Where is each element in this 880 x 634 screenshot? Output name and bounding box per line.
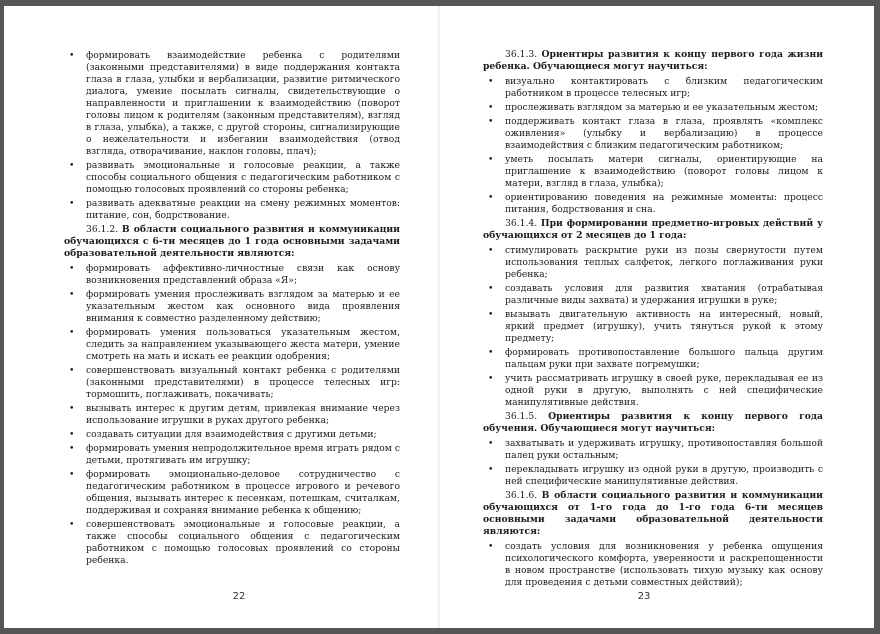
task-list (483, 245, 823, 409)
section-paragraph (483, 218, 823, 242)
list-item (483, 464, 823, 488)
list-item-text: развивать адекватные реакции на смену режимных моментов: питание, сон, бодрствование. (86, 198, 400, 221)
bullet-icon: • (69, 289, 75, 300)
bullet-icon: • (488, 438, 494, 449)
list-item-text: вызывать интерес к другим детям, привлекая внимание через использование игрушки в руках другого ребенка; (86, 403, 400, 426)
task-list (483, 541, 823, 589)
list-item-text: создавать условия для развития хватания (отрабатывая различные виды захвата) и удержания игрушки в руке; (505, 283, 823, 306)
list-item (64, 160, 400, 196)
list-item-text: формировать умения пользоваться указательным жестом, следить за направлением указывающего жеста матери, умение смотреть на мать и искать ее реакции одобрения; (86, 327, 400, 362)
list-item (64, 365, 400, 401)
bullet-icon: • (488, 245, 494, 256)
list-item (64, 50, 400, 158)
bullet-icon: • (69, 263, 75, 274)
section-heading: В области социального развития и коммуникации обучающихся с 6-ти месяцев до 1 года основными задачами образовательной деятельности являются: (64, 224, 400, 259)
list-item (64, 519, 400, 567)
list-item-text: перекладывать игрушку из одной руки в другую, производить с ней специфические манипулятивные действия. (505, 464, 823, 487)
list-item-text: формировать противопоставление большого пальца другим пальцам руки при захвате погремушки; (505, 347, 823, 370)
bullet-icon: • (69, 365, 75, 376)
bullet-icon: • (69, 443, 75, 454)
list-item (64, 403, 400, 427)
list-item (483, 245, 823, 281)
section-heading: При формировании предметно-игровых действий у обучающихся от 2 месяцев до 1 года: (483, 218, 824, 241)
bullet-icon: • (488, 283, 494, 294)
list-item-text: создать условия для возникновения у ребенка ощущения психологического комфорта, уверенности и раскрепощенности в новом пространстве (использовать тихую музыку как основу для проведения с детьми совместных действий); (505, 541, 823, 588)
list-item (64, 469, 400, 517)
section-heading: В области социального развития и коммуникации обучающихся от 1-го года до 1-го года 6-ти месяцев основными задачами образовательной деятельности являются: (483, 490, 823, 537)
bullet-icon: • (488, 154, 494, 165)
list-item-text: создавать ситуации для взаимодействия с другими детьми; (86, 429, 377, 440)
task-list (483, 438, 823, 488)
list-item-text: уметь посылать матери сигналы, ориентирующие на приглашение к взаимодействию (поворот головы лицом к матери, взгляд в глаза, улыбка); (505, 154, 823, 189)
list-item (483, 76, 823, 100)
list-item-text: формировать эмоционально-деловое сотрудничество с педагогическим работником в процессе игрового и речевого общения, вызывать интерес к песенкам, потешкам, считалкам, поддерживая и сохраняя внимание ребенка к общению; (86, 469, 400, 516)
list-item (483, 438, 823, 462)
bullet-icon: • (488, 309, 494, 320)
bullet-icon: • (69, 160, 75, 171)
bullet-icon: • (69, 403, 75, 414)
list-item-text: прослеживать взглядом за матерью и ее указательным жестом; (505, 102, 819, 113)
page-number: 23 (637, 591, 651, 602)
list-item (483, 309, 823, 345)
right-page-content (483, 47, 823, 591)
section-number: 36.1.4. (505, 218, 538, 229)
list-item-text: визуально контактировать с близким педагогическим работником в процессе телесных игр; (505, 76, 823, 99)
list-item (483, 154, 823, 190)
left-page-content (64, 50, 400, 569)
task-list (64, 263, 400, 567)
bullet-icon: • (488, 116, 494, 127)
list-item (64, 429, 400, 441)
list-item-text: формировать умения непродолжительное время играть рядом с детьми, протягивать им игрушку; (86, 443, 400, 466)
section-number: 36.1.2. (86, 224, 119, 235)
list-item-text: совершенствовать эмоциональные и голосовые реакции, а также способы социального общения с педагогическим работником с помощью голосовых проявлений со стороны ребенка. (86, 519, 400, 566)
list-item-text: формировать аффективно-личностные связи как основу возникновения представлений образа «Я»; (86, 263, 400, 286)
bullet-icon: • (488, 102, 494, 113)
section-heading: Ориентиры развития к концу первого года обучения. Обучающиеся могут научиться: (483, 411, 823, 434)
bullet-icon: • (488, 464, 494, 475)
left-page (4, 6, 439, 628)
list-item (483, 102, 823, 114)
list-item (483, 347, 823, 371)
list-item (64, 263, 400, 287)
section-heading: Ориентиры развития к концу первого года жизни ребенка. Обучающиеся могут научиться: (483, 49, 824, 72)
list-item-text: вызывать двигательную активность на интересный, новый, яркий предмет (игрушку), учить тянуться рукой к этому предмету; (505, 309, 823, 344)
list-item-text: формировать умения прослеживать взглядом за матерью и ее указательным жестом как основного вида проявления внимания к совместно разделенному действию; (86, 289, 400, 324)
list-item (64, 289, 400, 325)
section-paragraph (483, 49, 823, 73)
list-item (483, 373, 823, 409)
list-item (483, 541, 823, 589)
task-list (64, 50, 400, 222)
book-spread (4, 6, 874, 628)
bullet-icon: • (488, 347, 494, 358)
list-item (483, 283, 823, 307)
section-paragraph (483, 411, 823, 435)
bullet-icon: • (69, 50, 75, 61)
list-item (483, 192, 823, 216)
bullet-icon: • (69, 327, 75, 338)
list-item-text: развивать эмоциональные и голосовые реакции, а также способы социального общения с педагогическим работником с помощью голосовых проявлений со стороны ребенка; (86, 160, 400, 195)
list-item (64, 198, 400, 222)
bullet-icon: • (488, 373, 494, 384)
section-number: 36.1.5. (505, 411, 538, 422)
bullet-icon: • (488, 76, 494, 87)
section-number: 36.1.3. (505, 49, 538, 60)
bullet-icon: • (69, 519, 75, 530)
bullet-icon: • (488, 192, 494, 203)
list-item-text: захватывать и удерживать игрушку, противопоставляя большой палец руки остальным; (505, 438, 823, 461)
bullet-icon: • (69, 469, 75, 480)
list-item-text: совершенствовать визуальный контакт ребенка с родителями (законными представителями) в процессе телесных игр: тормошить, поглаживать, покачивать; (86, 365, 400, 400)
section-paragraph (483, 490, 823, 538)
bullet-icon: • (69, 429, 75, 440)
list-item-text: поддерживать контакт глаза в глаза, проявлять «комплекс оживления» (улыбку и вербализацию) в процессе взаимодействия с близким педагогическим работником; (505, 116, 823, 151)
right-page (439, 6, 874, 628)
list-item (483, 116, 823, 152)
list-item (64, 443, 400, 467)
task-list (483, 76, 823, 216)
list-item (64, 327, 400, 363)
bullet-icon: • (69, 198, 75, 209)
list-item-text: учить рассматривать игрушку в своей руке, перекладывая ее из одной руки в другую, выполнять с ней специфические манипулятивные действия. (505, 373, 823, 408)
section-number: 36.1.6. (505, 490, 538, 501)
bullet-icon: • (488, 541, 494, 552)
list-item-text: ориентированию поведения на режимные моменты: процесс питания, бодрствования и сна. (505, 192, 823, 215)
section-paragraph (64, 224, 400, 260)
list-item-text: формировать взаимодействие ребенка с родителями (законными представителями) в виде поддержания контакта глаза в глаза, улыбки и вербализации, развитие ритмического диалога, умение посылать сигналы, свидетельствующие о направленности и приглашении к взаимодействию (поворот головы лицом к родителям (законным представителям), взгляд в глаза, улыбка), а также, с другой стороны, сигнализирующие о нежелательности и избегании взаимодействия (отвод взгляда, отворачивание, наклон головы, плач); (86, 50, 400, 157)
list-item-text: стимулировать раскрытие руки из позы свернутости путем использования теплых салфеток, легкого поглаживания руки ребенка; (505, 245, 823, 280)
page-number: 22 (232, 591, 246, 602)
